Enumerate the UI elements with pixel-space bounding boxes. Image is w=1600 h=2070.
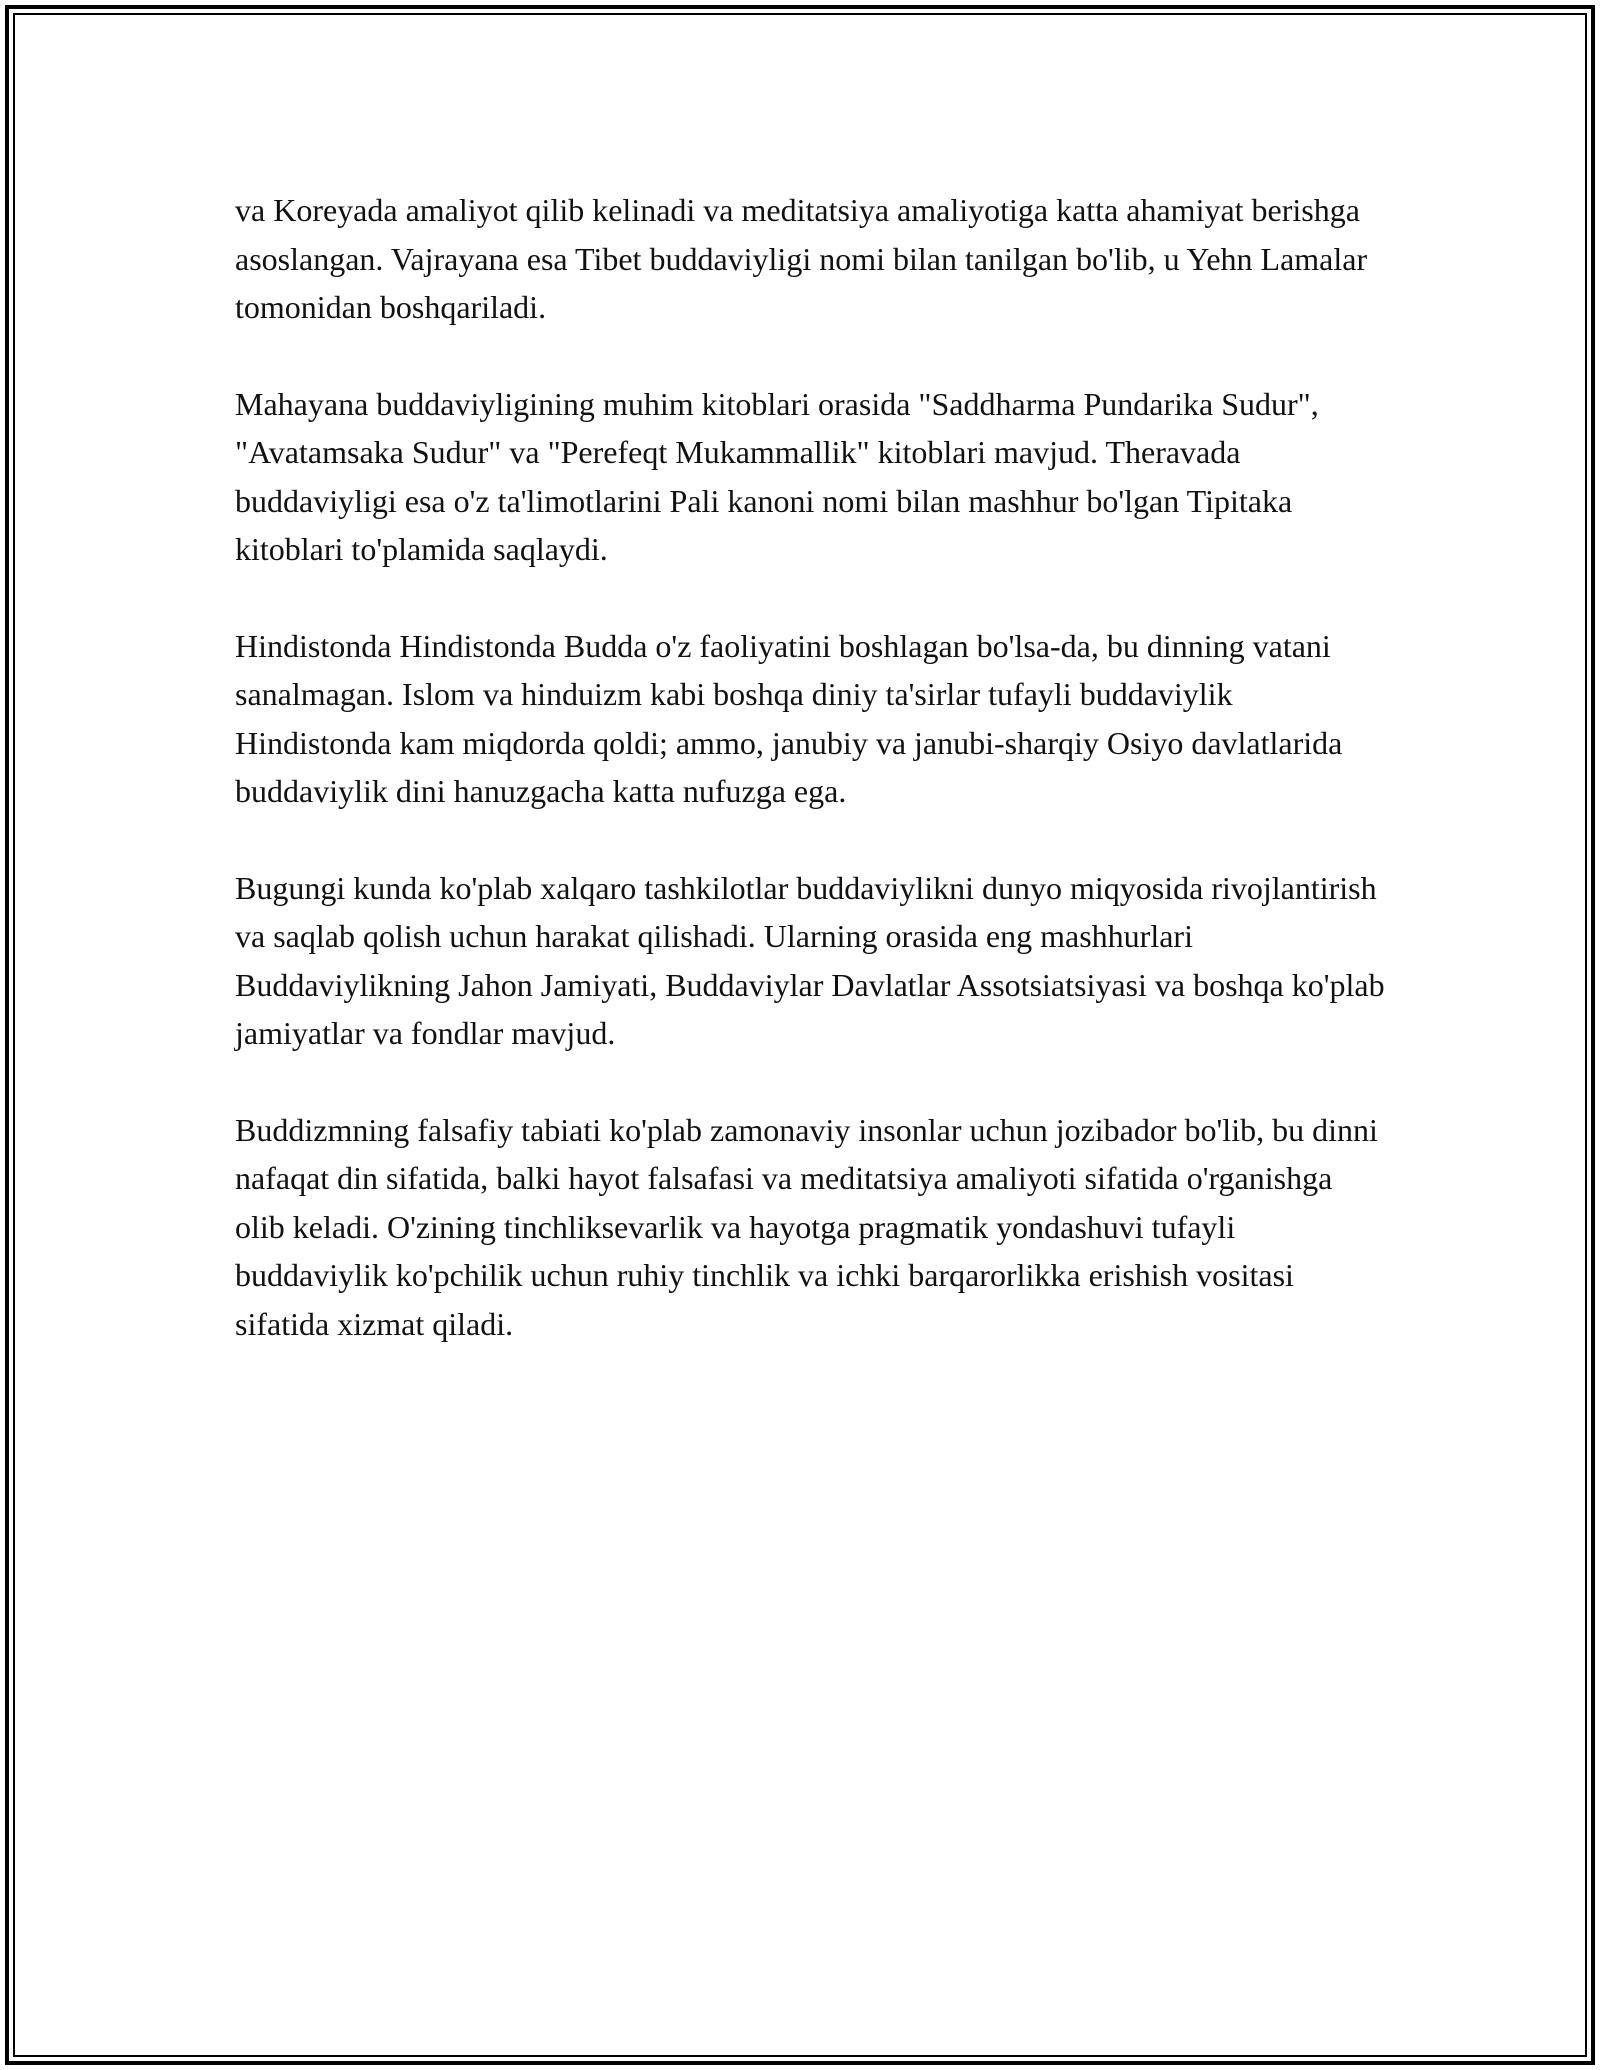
document-body xyxy=(235,186,1385,1396)
paragraph: Bugungi kunda ko'plab xalqaro tashkilotlar buddaviylikni dunyo miqyosida rivojlantirish va saqlab qolish uchun harakat qilishadi. Ularning orasida eng mashhurlari Buddaviylikning Jahon Jamiyati, Buddaviylar Davlatlar Assotsiatsiyasi va boshqa ko'plab jamiyatlar va fondlar mavjud. xyxy=(235,869,1385,1051)
paragraph: Buddizmning falsafiy tabiati ko'plab zamonaviy insonlar uchun jozibador bo'lib, bu dinni nafaqat din sifatida, balki hayot falsafasi va meditatsiya amaliyoti sifatida o'rganishga olib keladi. O'zining tinchliksevarlik va hayotga pragmatik yondashuvi tufayli buddaviylik ko'pchilik uchun ruhiy tinchlik va ichki barqarorlikka erishish vositasi sifatida xizmat qiladi. xyxy=(235,1111,1378,1342)
paragraph: va Koreyada amaliyot qilib kelinadi va meditatsiya amaliyotiga katta ahamiyat berishga asoslangan. Vajrayana esa Tibet buddaviyligi nomi bilan tanilgan bo'lib, u Yehn Lamalar tomonidan boshqariladi. xyxy=(235,192,1368,325)
paragraph: Mahayana buddaviyligining muhim kitoblari orasida "Saddharma Pundarika Sudur", "Avatamsaka Sudur" va "Perefeqt Mukammallik" kitoblari mavjud. Theravada buddaviyligi esa o'z ta'limotlarini Pali kanoni nomi bilan mashhur bo'lgan Tipitaka kitoblari to'plamida saqlaydi. xyxy=(235,385,1319,567)
paragraph: Hindistonda Hindistonda Budda o'z faoliyatini boshlagan bo'lsa-da, bu dinning vatani sanalmagan. Islom va hinduizm kabi boshqa diniy ta'sirlar tufayli buddaviylik Hindistonda kam miqdorda qoldi; ammo, janubiy va janubi-sharqiy Osiyo davlatlarida buddaviylik dini hanuzgacha katta nufuzga ega. xyxy=(235,627,1343,809)
